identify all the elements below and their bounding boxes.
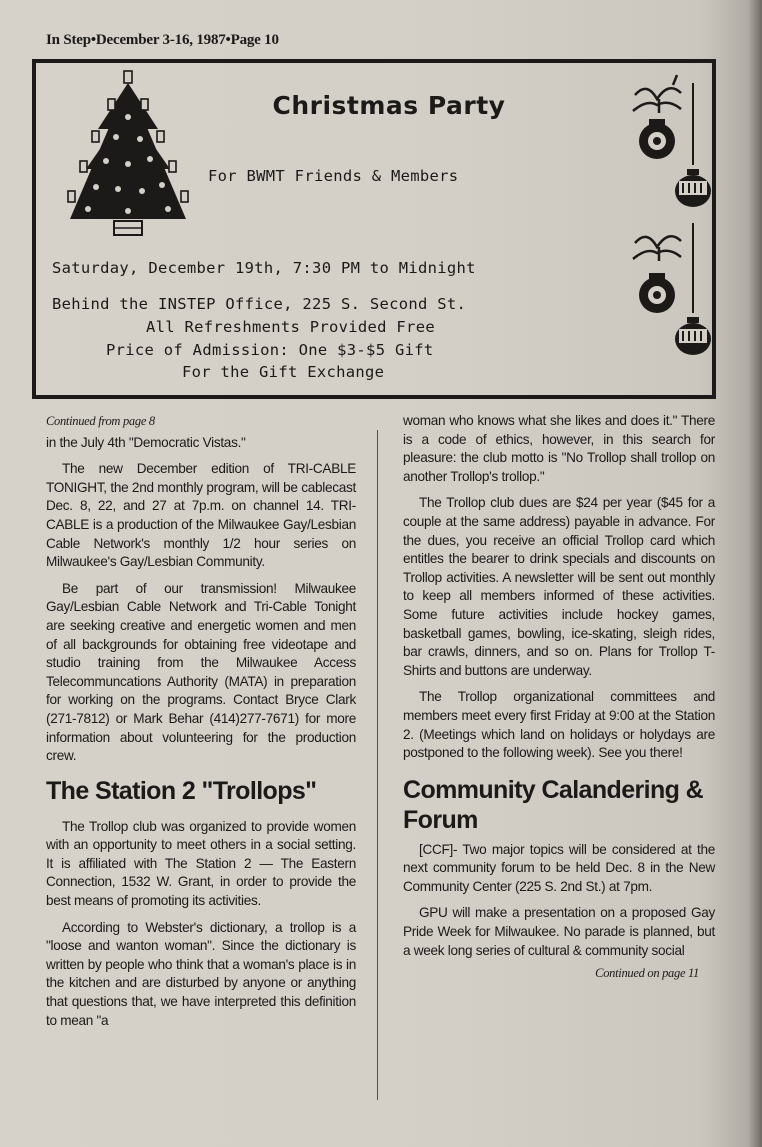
ad-price-line: Price of Admission: One $3-$5 Gift [106, 341, 434, 359]
christmas-party-ad [32, 59, 716, 399]
paragraph: woman who knows what she likes and does it." There is a code of ethics, however, in this search for pleasure: the club motto is "No Trollop shall trollop on another Trollop's trollop." [403, 413, 715, 484]
paragraph: The Trollop club was organized to provide women with an opportunity to meet others in a social setting. It is affiliated with The Station 2 — The Eastern Connection, 1532 W. Grant, in order to provide the best means of promoting its activities. [46, 818, 356, 909]
right-column [403, 412, 715, 986]
paragraph: GPU will make a presentation on a proposed Gay Pride Week for Milwaukee. No parade is planned, but a week long series of cultural & community social [403, 905, 715, 958]
paragraph: Be part of our transmission! Milwaukee Gay/Lesbian Cable Network and Tri-Cable Tonight are seeking creative and energetic women and men of all backgrounds for obtaining free videotape and studio training from the Milwaukee Access Telecommuncations Authority (MATA) in preparation for working on the programs. Contact Bryce Clark (271-7812) or Mark Behar (414)277-7671) for more information about volunteering for the production crew. [46, 580, 356, 764]
left-column [46, 412, 356, 1030]
ad-location-line: Behind the INSTEP Office, 225 S. Second St. [52, 295, 467, 313]
ad-subtitle: For BWMT Friends & Members [208, 167, 459, 185]
continued-from-label: Continued from page 8 [46, 414, 155, 428]
ad-refreshments-line: All Refreshments Provided Free [146, 318, 435, 336]
running-head: In Step•December 3-16, 1987•Page 10 [46, 32, 279, 48]
paragraph: [CCF]- Two major topics will be considered at the next community forum to be held Dec. 8 in the New Community Center (225 S. 2nd St.) at 7pm. [403, 841, 715, 894]
continued-on-label: Continued on page 11 [595, 966, 699, 981]
article-headline: Community Calandering & Forum [403, 775, 704, 834]
paragraph: in the July 4th "Democratic Vistas." [46, 434, 246, 450]
paragraph: According to Webster's dictionary, a trollop is a "loose and wanton woman". Since the dictionary is written by people who think that a woman's place is in the kitchen and are disturbed by anyone or anything that questions that, we have interpreted this definition to mean "a [46, 919, 356, 1028]
ad-date-line: Saturday, December 19th, 7:30 PM to Midnight [52, 259, 476, 277]
paragraph: The new December edition of TRI-CABLE TONIGHT, the 2nd monthly program, will be cablecast Dec. 8, 22, and 27 at 7p.m. on channel 14. TRI-CABLE is a production of the Milwaukee Gay/Lesbian Cable Network's monthly 1/2 hour series on Milwaukee's Gay/Lesbian Community. [46, 461, 356, 570]
column-rule [377, 430, 378, 1100]
paragraph: The Trollop organizational committees and members meet every first Friday at 9:00 at the Station 2. (Meetings which land on holidays or holydays are postponed to the following week). See you there! [403, 689, 715, 761]
ad-title: Christmas Party [272, 91, 506, 120]
paragraph: The Trollop club dues are $24 per year ($45 for a couple at the same address) payable in advance. For the dues, you receive an official Trollop card which entitles the bearer to drink specials and discounts on Trollop activities. A newsletter will be sent out monthly to keep all members informed of these activities. Some future activities include hockey games, basketball games, bowling, ice-skating, sleigh rides, bar crawls, dinners, and so on. Plans for Trollop T-Shirts and buttons are underway. [403, 495, 715, 678]
article-headline: The Station 2 "Trollops" [46, 776, 317, 805]
page-edge-shadow [748, 0, 762, 1147]
ad-exchange-line: For the Gift Exchange [182, 363, 385, 381]
